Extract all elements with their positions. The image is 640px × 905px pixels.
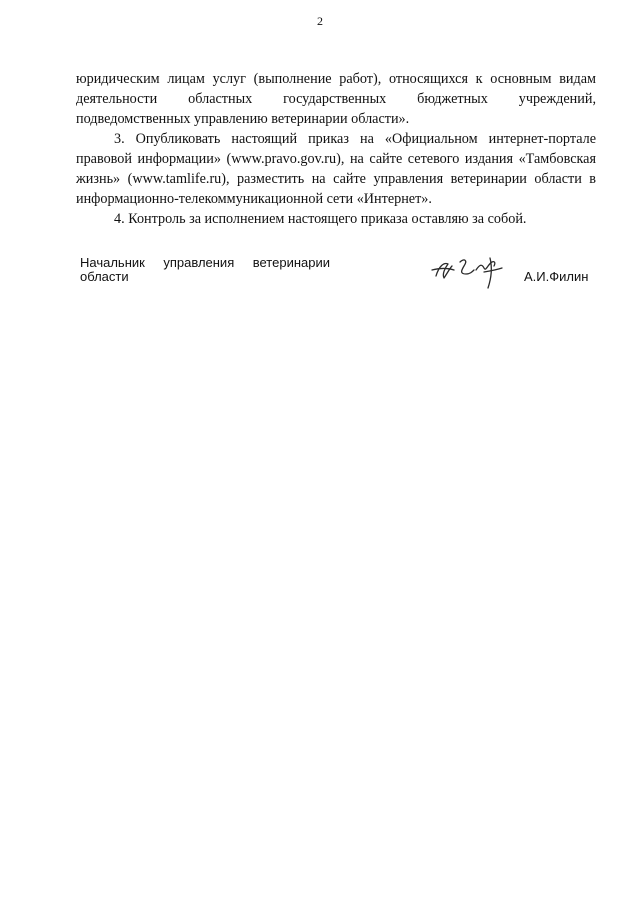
paragraph-item-4: 4. Контроль за исполнением настоящего приказа оставляю за собой. <box>114 211 527 227</box>
page-number: 2 <box>317 14 323 28</box>
handwritten-signature <box>430 244 510 294</box>
document-body <box>76 69 596 229</box>
signer-name: А.И.Филин <box>524 269 589 284</box>
signer-position: Начальник управления ветеринарии области <box>80 255 330 284</box>
paragraph-continuation: юридическим лицам услуг (выполнение работ), относящихся к основным видам деятельности областных государственных бюджетных учреждений, подведомственных управлению ветеринарии области». <box>76 71 596 127</box>
paragraph-item-3: 3. Опубликовать настоящий приказ на «Официальном интернет-портале правовой информации» (www.pravo.gov.ru), на сайте сетевого издания «Тамбовская жизнь» (www.tamlife.ru), разместить на сайте управления ветеринарии области в информационно-телекоммуникационной сети «Интернет». <box>76 131 596 207</box>
